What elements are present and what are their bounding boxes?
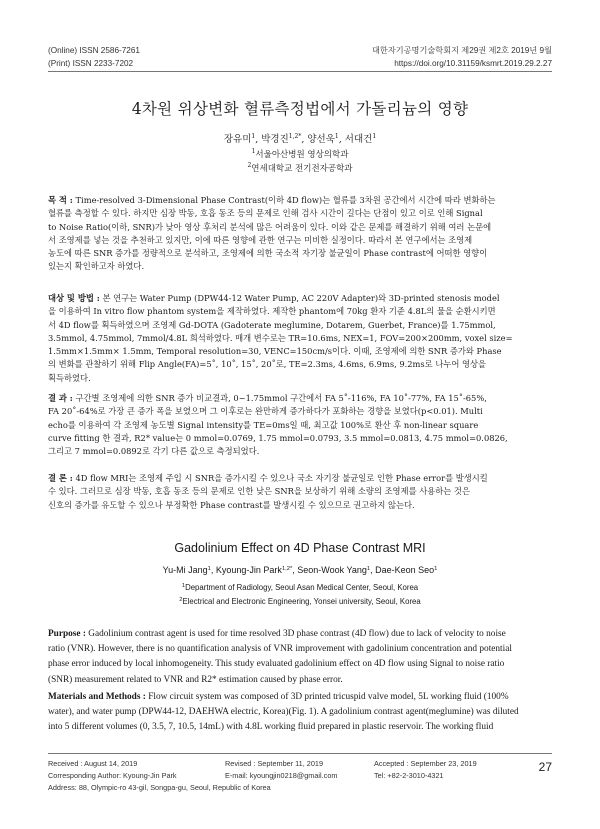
abstract-ko-purpose: 목 적 : Time-resolved 3-Dimensional Phase Contrast(이하 4D flow)는 혈류를 3차원 공간에서 시간에 따라 변화하는 혈류를 측정할 수 있다. 하지만 심장 박동, 호흡 동조 등의 문제로 인해 검사 시간이 길다는 단점이 있고 이로 인해 Signal to Noise Ratio(이하, SNR)가 낮아 영상 후처리 분석에 많은 어려움이 있다. 이와 같은 문제를 해결하기 위해 여러 논문에 서 조영제를 넣는 것을 추천하고 있지만, 이에 따른 영향에 관한 연구는 미비한 실정이다. 따라서 본 연구에서는 조영제 농도에 따른 SNR 증가를 정량적으로 분석하고, 조영제에 의한 국소적 자기장 불균일이 Phase contrast에 어떠한 영향이 있는지 확인하고자 하였다. [48, 195, 496, 272]
accepted-date: Accepted : September 23, 2019 [374, 759, 477, 768]
footer-divider [48, 753, 552, 754]
author-4: 서대건 [344, 134, 373, 145]
author-en-4: Dae-Keon Seo [375, 565, 435, 575]
received-date: Received : August 14, 2019 [48, 759, 138, 768]
purpose-en-label: Purpose : [48, 629, 86, 639]
title-korean: 4차원 위상변화 혈류측정법에서 가돌리늄의 영향 [131, 100, 469, 118]
authors-english: Yu-Mi Jang$^1$, Kyoung-Jin Park$^{1,2*}$, Seon-Wook Yang$^1$, Dae-Keon Seo$^1$ [162, 565, 438, 575]
journal-name: 대한자기공명기술학회지 제29권 제2호 2019년 9월 [372, 46, 552, 55]
author-en-2: Kyoung-Jin Park [215, 565, 282, 575]
author-en-3: Seon-Wook Yang [297, 565, 367, 575]
methods-label: 대상 및 방법 : [48, 293, 100, 303]
revised-date: Revised : September 11, 2019 [225, 759, 324, 768]
results-label: 결 과 : [48, 393, 73, 403]
header-divider [48, 71, 552, 72]
authors-korean: 장유미$^1$, 박경진$^{1,2*}$, 양선욱$^1$, 서대건$^1$ [223, 133, 377, 145]
affiliation-ko-1: $^1$서울아산병원 영상의학과 [251, 148, 349, 160]
author-2: 박경진 [261, 134, 289, 145]
issn-online: (Online) ISSN 2586-7261 [48, 46, 140, 55]
issn-print: (Print) ISSN 2233-7202 [48, 59, 134, 68]
abstract-ko-conclusion: 결 론 : 4D flow MRI는 조영제 주입 시 SNR을 증가시킬 수 있으나 국소 자기장 불균일로 인한 Phase error를 발생시킬 수 있다. 그러므로 심장 박동, 호흡 동조 등의 문제로 인한 낮은 SNR을 보상하기 위해 소량의 조영제를 사용하는 것은 신호의 증가를 유도할 수 있으나 부정확한 Phase contrast를 발생시킬 수 있으므로 권고하지 않는다. [48, 473, 488, 510]
title-english: Gadolinium Effect on 4D Phase Contrast MRI [174, 541, 426, 555]
page-number: 27 [538, 760, 552, 774]
purpose-label: 목 적 : [48, 195, 73, 205]
abstract-en-methods: Materials and Methods : Flow circuit system was composed of 3D printed tricuspid valve model, 5L working fluid (100% water), and water pump (DPW44-12, DAEHWA electric, Korea)(Fig. 1). A gadolinium contrast agent(meglumine) was diluted into 5 different volumes (0, 3.5, 7, 10.5, 14mL) with 4.8L working fluid prepared in plastic reservoir. The working fluid [48, 692, 519, 733]
abstract-ko-methods: 대상 및 방법 : 본 연구는 Water Pump (DPW44-12 Water Pump, AC 220V Adapter)와 3D-printed stenosis model 을 이용하여 In vitro flow phantom system을 제작하였다. 제작한 phantom에 70kg 환자 기준 4.8L의 물을 순환시키면 서 4D flow를 획득하였으며 조영제 Gd-DOTA (Gadoterate meglumine, Dotarem, Guerbet, France)를 1.75mmol, 3.5mmol, 4.75mmol, 7mmol/4.8L 희석하였다. 매개 변수로는 TR=10.6ms, NEX=1, FOV=200×200mm, voxel size= 1.5mm×1.5mm× 1.5mm, Temporal resolution=30, VENC=150cm/s이다. 이때, 조영제에 의한 SNR 증가와 Phase 의 변화를 관찰하기 위해 Flip Angle(FA)=5˚, 10˚, 15˚, 20˚로, TE=2.3ms, 4.6ms, 6.9ms, 9.2ms로 나누어 영상을 획득하였다. [48, 293, 513, 383]
journal-block [372, 44, 552, 70]
author-1: 장유미 [223, 134, 252, 145]
affiliation-ko-2: $^2$연세대학교 전기전자공학과 [247, 162, 353, 174]
author-tel: Tel: +82-2-3010-4321 [374, 771, 444, 780]
methods-en-label: Materials and Methods : [48, 692, 146, 702]
affiliation-en-1: $^1$Department of Radiology, Seoul Asan Medical Center, Seoul, Korea [181, 583, 419, 592]
doi-link[interactable]: https://doi.org/10.31159/ksmrt.2019.29.2.27 [394, 59, 552, 68]
abstract-ko-results: 결 과 : 구간별 조영제에 의한 SNR 증가 비교결과, 0~1.75mmol 구간에서 FA 5˚-116%, FA 10˚-77%, FA 15˚-65%, FA 20˚-64%로 가장 큰 증가 폭을 보였으며 그 이후로는 완만하게 증가하다가 포화하는 경향을 보였다(p<0.01). Multi echo를 이용하여 각 조영제 농도별 Signal intensity를 TE=0ms일 때, 최고값 100%로 환산 후 non-linear square curve fitting 한 결과, R2* value는 0 mmol=0.0769, 1.75 mmol=0.0793, 3.5 mmol=0.0813, 4.75 mmol=0.0826, 그리고 7 mmol=0.0892로 각기 다른 값으로 측정되었다. [48, 393, 508, 457]
author-email[interactable]: E-mail: kyoungjin0218@gmail.com [225, 771, 338, 780]
corresponding-author: Corresponding Author: Kyoung-Jin Park [48, 771, 177, 780]
abstract-en-purpose: Purpose : Gadolinium contrast agent is used for time resolved 3D phase contrast (4D flow) due to lack of velocity to noise ratio (VNR). However, there is no quantification analysis of VNR improvement with gadolinium concentration and potential phase error induced by local inhomogeneity. This study evaluated gadolinium effect on 4D flow using Signal to noise ratio (SNR) measurement related to VNR and R2* estimation caused by phase error. [48, 629, 512, 685]
conclusion-label: 결 론 : [48, 473, 73, 483]
author-en-1: Yu-Mi Jang [162, 565, 208, 575]
author-3: 양선욱 [307, 134, 335, 145]
issn-block [48, 44, 140, 70]
affiliation-en-2: $^2$Electrical and Electronic Engineering, Yonsei university, Seoul, Korea [179, 597, 421, 606]
author-address: Address: 88, Olympic-ro 43-gil, Songpa-gu, Seoul, Republic of Korea [48, 783, 271, 792]
